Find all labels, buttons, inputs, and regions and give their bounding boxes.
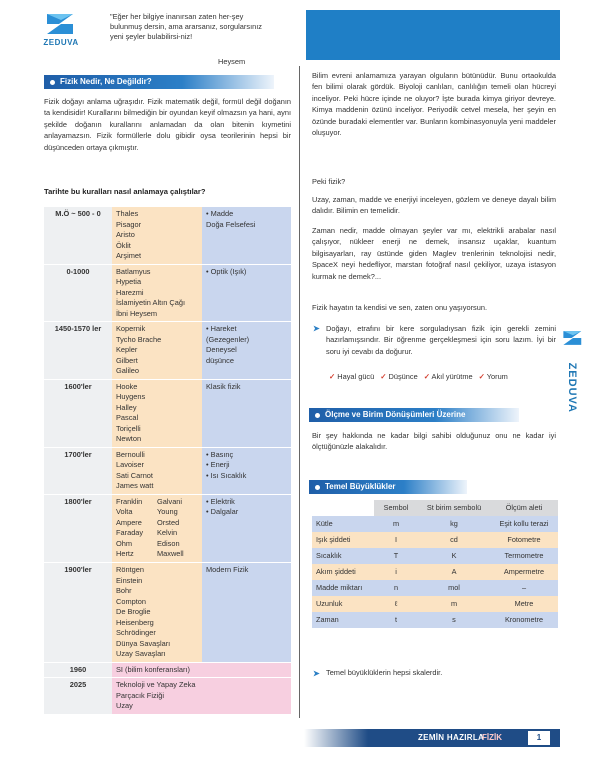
person: Ampere bbox=[116, 517, 142, 527]
table-cell: A bbox=[418, 564, 490, 580]
topic: • Madde bbox=[206, 209, 234, 218]
history-topics bbox=[202, 563, 291, 662]
table-row bbox=[312, 532, 558, 548]
history-row bbox=[44, 207, 291, 265]
zeduva-logo bbox=[37, 10, 85, 50]
table-cell: Kütle bbox=[312, 516, 374, 532]
history-people bbox=[112, 207, 202, 264]
merged-item: SI (bilim konferansları) bbox=[116, 664, 190, 674]
person: Pascal bbox=[116, 413, 139, 423]
history-people bbox=[112, 322, 202, 379]
history-period: 1900'ler bbox=[44, 563, 112, 662]
quote-author: Heysem bbox=[218, 57, 246, 66]
section-heading-olcme bbox=[309, 408, 519, 422]
definition-paragraph: Uzay, zaman, madde ve enerjiyi inceleyen, gözlem ve deneye dayalı bilim dalıdır. Bilimin en temelidir. bbox=[312, 195, 556, 216]
person: Volta bbox=[116, 507, 133, 517]
page-number: 1 bbox=[528, 731, 550, 745]
history-merged bbox=[112, 678, 291, 714]
person: Arşimet bbox=[116, 251, 142, 261]
skills-checklist bbox=[329, 372, 508, 383]
table-cell: s bbox=[418, 612, 490, 628]
person: Gilbert bbox=[116, 355, 138, 365]
checklist-label: Yorum bbox=[486, 372, 508, 381]
history-topics bbox=[202, 322, 291, 379]
history-row bbox=[44, 448, 291, 495]
person: Hertz bbox=[116, 549, 134, 559]
table-cell: ℓ bbox=[374, 596, 418, 612]
person: Röntgen bbox=[116, 564, 144, 574]
section-heading-fizik-nedir bbox=[44, 75, 274, 89]
person: Bernoulli bbox=[116, 449, 145, 459]
person: Kopernik bbox=[116, 324, 146, 334]
side-brand bbox=[560, 328, 586, 418]
history-table bbox=[44, 207, 291, 715]
table-cell: Kronometre bbox=[490, 612, 558, 628]
table-cell: Eşit kollu terazi bbox=[490, 516, 558, 532]
history-topics bbox=[202, 207, 291, 264]
checklist-item bbox=[380, 372, 417, 383]
table-cell: cd bbox=[418, 532, 490, 548]
history-period: 2025 bbox=[44, 678, 112, 714]
history-topics bbox=[202, 380, 291, 447]
history-people bbox=[112, 448, 202, 494]
person: Lavoiser bbox=[116, 460, 144, 470]
person: Halley bbox=[116, 402, 137, 412]
question-text: Peki fizik? bbox=[312, 177, 346, 186]
table-cell: Sıcaklık bbox=[312, 548, 374, 564]
table-cell: Metre bbox=[490, 596, 558, 612]
history-topics bbox=[202, 448, 291, 494]
history-row bbox=[44, 380, 291, 448]
checklist-label: Akıl yürütme bbox=[431, 372, 473, 381]
life-paragraph: Fizik hayatın ta kendisi ve sen, zaten onu yaşıyorsun. bbox=[312, 303, 488, 312]
person: Thales bbox=[116, 209, 139, 218]
table-header: Sembol bbox=[374, 500, 418, 516]
section-heading-temel-buyuklukler bbox=[309, 480, 467, 494]
history-period: 1960 bbox=[44, 663, 112, 678]
person: İslamiyetin Altın Çağı bbox=[116, 298, 186, 308]
table-row bbox=[312, 516, 558, 532]
section-heading-text: Ölçme ve Birim Dönüşümleri Üzerine bbox=[325, 410, 466, 419]
checklist-label: Hayal gücü bbox=[337, 372, 375, 381]
table-cell: Ampermetre bbox=[490, 564, 558, 580]
table-cell: kg bbox=[418, 516, 490, 532]
logo-text: ZEDUVA bbox=[43, 38, 79, 47]
zeduva-logo-icon bbox=[45, 12, 77, 36]
person: Bohr bbox=[116, 586, 132, 596]
person: Orsted bbox=[157, 517, 180, 527]
measurement-paragraph: Bir şey hakkında ne kadar bilgi sahibi olduğunuz onu ne kadar iyi ölçtüğünüzle alakalıdır. bbox=[312, 431, 556, 452]
topic: • Basınç bbox=[206, 449, 234, 459]
table-cell: Termometre bbox=[490, 548, 558, 564]
person: James watt bbox=[116, 481, 154, 491]
table-cell: n bbox=[374, 580, 418, 596]
history-period: 1700'ler bbox=[44, 448, 112, 494]
table-cell: K bbox=[418, 548, 490, 564]
checklist-item bbox=[479, 372, 508, 383]
check-icon: ✓ bbox=[423, 372, 430, 381]
person: Compton bbox=[116, 596, 146, 606]
history-period: 1800'ler bbox=[44, 495, 112, 562]
history-row bbox=[44, 563, 291, 663]
table-cell: m bbox=[418, 596, 490, 612]
topic: Doğa Felsefesi bbox=[206, 219, 256, 229]
history-topics bbox=[202, 495, 291, 562]
column-divider bbox=[299, 66, 300, 718]
table-cell: Uzunluk bbox=[312, 596, 374, 612]
topic: • Hareket bbox=[206, 324, 237, 334]
person: Huygens bbox=[116, 392, 146, 402]
section-heading-text: Fizik Nedir, Ne Değildir? bbox=[60, 77, 152, 86]
person: Kepler bbox=[116, 345, 138, 355]
table-row bbox=[312, 564, 558, 580]
person: Uzay Savaşları bbox=[116, 649, 166, 659]
person: Galvani bbox=[157, 496, 183, 506]
history-people bbox=[112, 265, 202, 322]
person: İbni Heysem bbox=[116, 308, 158, 318]
person: Edison bbox=[157, 538, 180, 548]
merged-item: Uzay bbox=[116, 701, 133, 711]
history-row bbox=[44, 265, 291, 323]
check-icon: ✓ bbox=[478, 372, 485, 381]
topic: • Elektrik bbox=[206, 496, 235, 506]
history-table-title: Tarihte bu kuralları nasıl anlamaya çalıştılar? bbox=[44, 187, 206, 196]
checklist-item bbox=[424, 372, 473, 383]
history-period: 0-1000 bbox=[44, 265, 112, 322]
person: Franklin bbox=[116, 496, 143, 506]
checklist-item bbox=[329, 372, 374, 383]
examples-paragraph: Zaman nedir, madde olmayan şeyler var mı, elektrikli arabalar nasıl çalışıyor, nükleer enerji ne demek, insansız uçaklar, kuantum bilgisayarları, ray üstünde giden Maglev trenlerinin teknolojisi nedir, SpaceX neyi hedefliyor, marstan fotoğraf nasıl çekiliyor, uzaya istasyon kurmak ne demek?... bbox=[312, 226, 556, 281]
person: Hypetia bbox=[116, 277, 142, 287]
person: Pisagor bbox=[116, 219, 142, 229]
table-header: St birim sembolü bbox=[418, 500, 490, 516]
topic: düşünce bbox=[206, 355, 234, 365]
question-bullet: Doğayı, etrafını bir kere sorguladıysan fizik için gerekli zemini hazırlamışsındır. Bir öğrenme gerçekleşmesi için soru lazım. İyi bir soru iyi cevabı da doğurur. bbox=[326, 324, 556, 356]
topic: • Dalgalar bbox=[206, 507, 239, 517]
check-icon: ✓ bbox=[380, 372, 387, 381]
table-cell: Işık şiddeti bbox=[312, 532, 374, 548]
topic: • Isı Sıcaklık bbox=[206, 470, 247, 480]
intro-paragraph: Fizik doğayı anlama uğraşıdır. Fizik matematik değil, formül değil doğanın ta kendisidir! Kurallarını bilmediğin bir oyundan keyif olmazsın ya hani, aynı şekilde doğanın kurallarını anlamadan da olan bitenin kıymetini anlayamazsın. Fizik formüllerle dolu gibidir oysa teorilerinin hepsi bir düşünceden ortaya çıkmıştır. bbox=[44, 97, 291, 152]
person: Newton bbox=[116, 434, 142, 444]
arrow-bullet-icon: ➤ bbox=[313, 324, 320, 333]
table-row bbox=[312, 548, 558, 564]
table-cell: Zaman bbox=[312, 612, 374, 628]
table-row bbox=[312, 580, 558, 596]
history-period: M.Ö ~ 500 - 0 bbox=[44, 207, 112, 264]
person: Ohm bbox=[116, 538, 133, 548]
person: Schrödinger bbox=[116, 628, 156, 638]
opening-quote: "Eğer her bilgiye inanırsan zaten her-şey bulunmuş dersin, ama ararsanız, sorgularsınız yeni şeyler bulabilirsi-niz! bbox=[110, 12, 262, 42]
person: De Broglie bbox=[116, 607, 151, 617]
merged-item: Parçacık Fiziği bbox=[116, 690, 165, 700]
person: Hooke bbox=[116, 381, 138, 391]
table-cell: I bbox=[374, 532, 418, 548]
person: Maxwell bbox=[157, 549, 184, 559]
table-cell: Fotometre bbox=[490, 532, 558, 548]
topic: Deneysel bbox=[206, 345, 237, 355]
table-cell: m bbox=[374, 516, 418, 532]
table-row bbox=[312, 612, 558, 628]
person: Young bbox=[157, 507, 178, 517]
table-cell: Akım şiddeti bbox=[312, 564, 374, 580]
table-header bbox=[312, 500, 374, 516]
header-band bbox=[306, 10, 560, 60]
zeduva-side-logo-icon bbox=[562, 328, 584, 348]
person: Galileo bbox=[116, 366, 140, 376]
person: Sati Carnot bbox=[116, 470, 153, 480]
table-header-row bbox=[312, 500, 558, 516]
person: Einstein bbox=[116, 575, 143, 585]
checklist-label: Düşünce bbox=[388, 372, 418, 381]
person: Öklit bbox=[116, 240, 131, 250]
history-merged bbox=[112, 663, 291, 678]
base-quantities-table bbox=[312, 500, 558, 628]
topic: Klasik fizik bbox=[206, 381, 241, 391]
science-paragraph: Bilim evreni anlamamıza yarayan olguların bütünüdür. Bunu ortaokulda fen bilimi olarak gördük. Biyoloji canlıları, canlılığın temeli olan hücreyi inceliyor. Peki hücre içinde ne oluyor? İşte burada kimya giriyor devreye. Kimya maddenin özünü inceliyor. Periyodik cetvel mesela, her şeyin en özünde buradaki elementler var. Bunların kombinasyonuyla yeni maddeler oluşuyor. bbox=[312, 71, 556, 138]
history-period: 1600'ler bbox=[44, 380, 112, 447]
table-header: Ölçüm aleti bbox=[490, 500, 558, 516]
scalar-note: Temel büyüklüklerin hepsi skalerdir. bbox=[326, 668, 443, 677]
topic: • Enerji bbox=[206, 460, 230, 470]
history-people bbox=[112, 563, 202, 662]
table-cell: t bbox=[374, 612, 418, 628]
footer-label: ZEMİN HAZIRLA bbox=[418, 733, 485, 742]
side-brand-text: ZEDUVA bbox=[565, 362, 578, 414]
history-row bbox=[44, 663, 291, 679]
person: Heisenberg bbox=[116, 617, 154, 627]
history-topics bbox=[202, 265, 291, 322]
person: Dünya Savaşları bbox=[116, 638, 171, 648]
person: Harezmi bbox=[116, 287, 144, 297]
history-period: 1450-1570 ler bbox=[44, 322, 112, 379]
table-row bbox=[312, 596, 558, 612]
footer-subject: FİZİK bbox=[482, 733, 502, 742]
history-people bbox=[112, 495, 202, 562]
check-icon: ✓ bbox=[329, 372, 336, 381]
history-people bbox=[112, 380, 202, 447]
table-cell: Madde miktarı bbox=[312, 580, 374, 596]
table-cell: T bbox=[374, 548, 418, 564]
history-row bbox=[44, 322, 291, 380]
person: Faraday bbox=[116, 528, 144, 538]
history-row bbox=[44, 495, 291, 563]
table-cell: mol bbox=[418, 580, 490, 596]
person: Tycho Brache bbox=[116, 334, 162, 344]
topic: • Optik (Işık) bbox=[206, 266, 247, 276]
person: Aristo bbox=[116, 230, 135, 240]
table-cell: i bbox=[374, 564, 418, 580]
table-cell: – bbox=[490, 580, 558, 596]
section-heading-text: Temel Büyüklükler bbox=[325, 482, 396, 491]
person: Batlamyus bbox=[116, 266, 151, 276]
topic: (Gezegenler) bbox=[206, 334, 250, 344]
topic: Modern Fizik bbox=[206, 564, 249, 574]
person: Toriçelli bbox=[116, 423, 141, 433]
merged-item: Teknoloji ve Yapay Zeka bbox=[116, 680, 196, 690]
arrow-bullet-icon: ➤ bbox=[313, 669, 320, 678]
person: Kelvin bbox=[157, 528, 178, 538]
history-row bbox=[44, 678, 291, 715]
